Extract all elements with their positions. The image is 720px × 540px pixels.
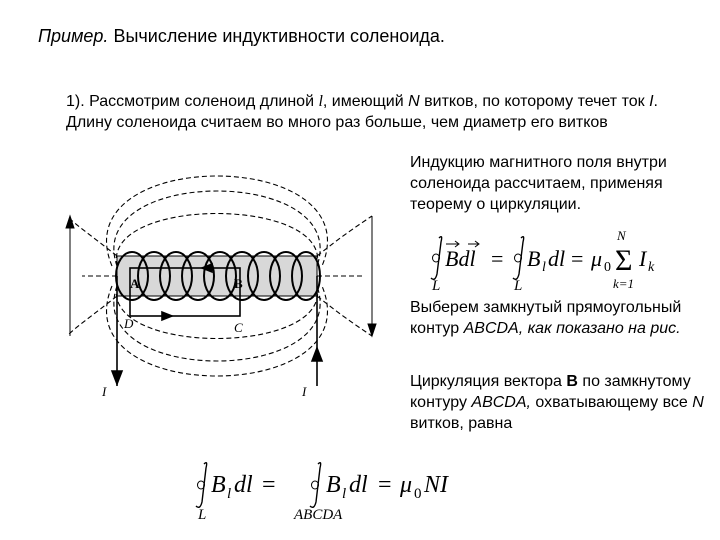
- circ-italic-1: ABCDA,: [471, 394, 531, 411]
- f2-B: B: [211, 472, 226, 498]
- solenoid-figure: [62, 156, 382, 406]
- circ-text-3: охватывающему все: [530, 394, 693, 411]
- lhs-sub: L: [432, 278, 441, 294]
- title-lead: Пример.: [38, 26, 109, 46]
- mu-zero: 0: [604, 260, 611, 275]
- f2-l2: l: [342, 486, 347, 502]
- intro-paragraph: [66, 91, 666, 133]
- slide-title: [38, 26, 445, 47]
- mid-sub: L: [514, 278, 523, 294]
- f2-eq1: =: [262, 472, 276, 498]
- sum-sign: Σ: [615, 244, 633, 277]
- side-text-circulation: [410, 371, 710, 434]
- var-N: N: [408, 93, 420, 110]
- circ-text-4: витков, равна: [410, 415, 513, 432]
- circ-italic-N: N: [692, 394, 704, 411]
- contour-text-italic: ABCDA, как показано на рис.: [463, 320, 681, 337]
- circ-text-1: Циркуляция вектора: [410, 373, 567, 390]
- side-text-contour: [410, 297, 700, 339]
- circulation-formula: [425, 230, 685, 294]
- f2-sub2: ABCDA: [294, 507, 343, 523]
- f2-sub1: L: [198, 507, 207, 523]
- lhs-body: Bdl: [445, 246, 476, 271]
- sum-top: N: [617, 230, 626, 243]
- intro-text-4: . Длину соленоида считаем во много раз больше, чем диаметр его витков: [66, 93, 658, 131]
- side-text-induction: Индукцию магнитного поля внутри соленоида рассчитаем, применяя теорему о циркуляции.: [410, 154, 667, 213]
- var-I: I: [649, 93, 654, 110]
- intro-text-2: , имеющий: [322, 93, 409, 110]
- mid-l: l: [542, 260, 546, 275]
- f2-l: l: [227, 486, 232, 502]
- mid-B: B: [527, 246, 541, 271]
- circ-bold-B: B: [566, 373, 578, 390]
- label-A: A: [130, 276, 140, 291]
- intro-text-1: 1). Рассмотрим соленоид длиной: [66, 93, 319, 110]
- mu: μ: [591, 246, 603, 271]
- label-B: B: [234, 276, 243, 291]
- f2-eq2: =: [378, 472, 392, 498]
- f2-B2: B: [326, 472, 341, 498]
- f2-mu: μ: [400, 472, 413, 498]
- label-I-left: I: [102, 384, 107, 399]
- f2-NI: NI: [424, 472, 448, 498]
- result-formula: [190, 458, 480, 524]
- sum-bottom: k=1: [613, 276, 635, 291]
- label-D: D: [124, 316, 134, 331]
- current-k: k: [648, 260, 655, 275]
- f2-dl: dl: [234, 472, 253, 498]
- label-C: C: [234, 320, 243, 335]
- var-l: l: [318, 93, 323, 110]
- intro-text-3: витков, по которому течет ток: [419, 93, 650, 110]
- title-text: Вычисление индуктивности соленоида.: [113, 26, 445, 46]
- eq-2: =: [571, 246, 584, 271]
- current-I: I: [639, 246, 647, 271]
- eq-1: =: [491, 246, 504, 271]
- contour-text: Выберем замкнутый прямоугольный контур: [410, 299, 682, 337]
- label-I-right: I: [302, 384, 307, 399]
- circ-text-2: по замкнутому контуру: [410, 373, 691, 411]
- f2-dl2: dl: [349, 472, 368, 498]
- f2-zero: 0: [414, 486, 422, 502]
- mid-dl: dl: [548, 246, 566, 271]
